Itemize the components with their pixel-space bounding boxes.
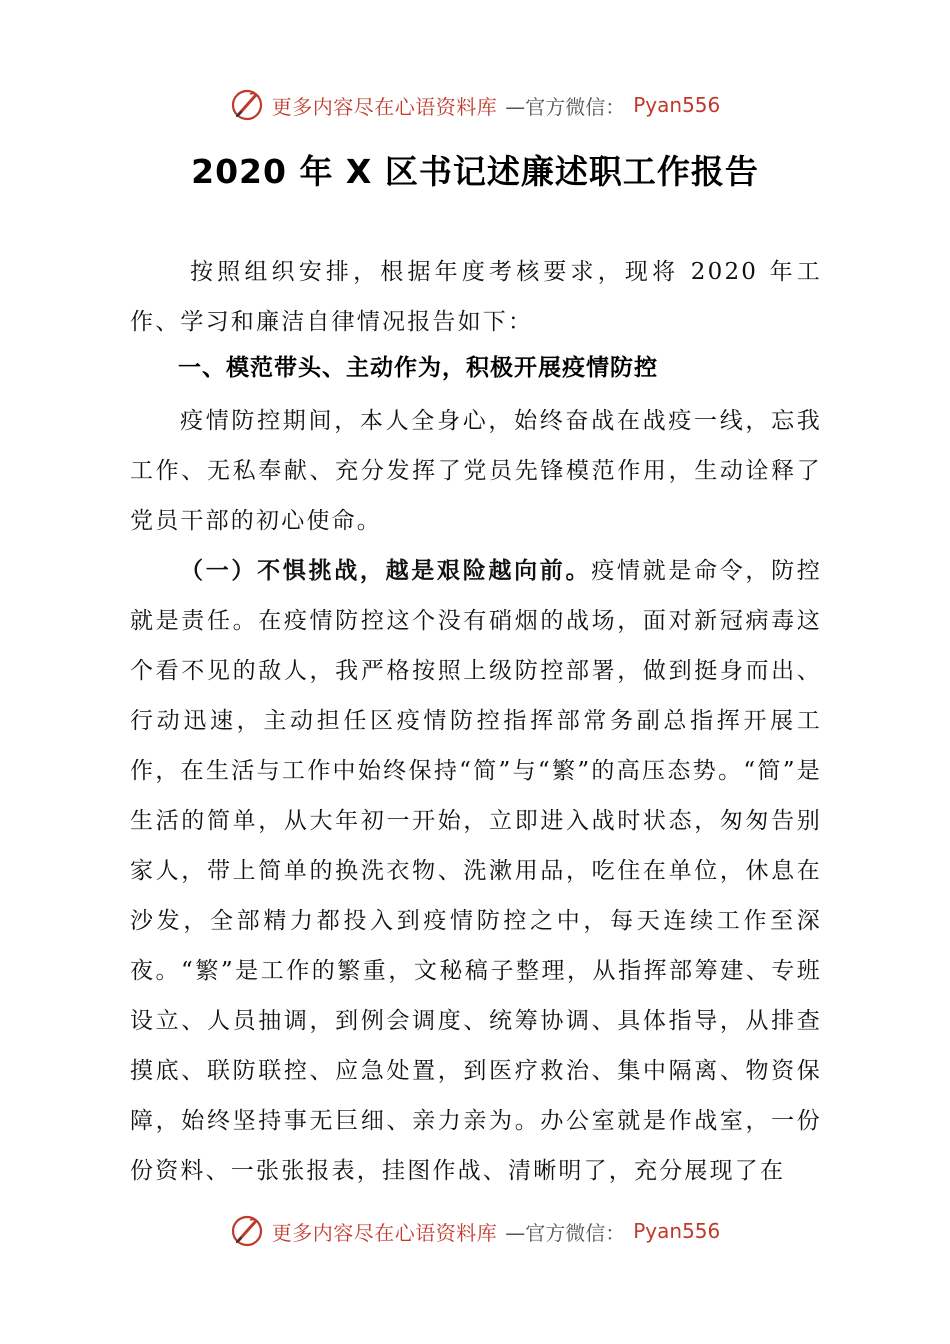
banner-text: 更多内容尽在心语资料库 [271,1220,498,1245]
banner-separator: —官方微信： [505,94,626,119]
banner-text: 更多内容尽在心语资料库 [271,94,498,119]
subsection-1-body: 疫情就是命令，防控就是责任。在疫情防控这个没有硝烟的战场，面对新冠病毒这个看不见的敌人，我严格按照上级防控部署，做到挺身而出、行动迅速，主动担任区疫情防控指挥部常务副总指挥开展工作，在生活与工作中始终保持“简”与“繁”的高压态势。“简”是生活的简单，从大年初一开始，立即进入战时状态，匆匆告别家人，带上简单的换洗衣物、洗漱用品，吃住在单位，休息在沙发，全部精力都投入到疫情防控之中，每天连续工作至深夜。“繁”是工作的繁重，文秘稿子整理，从指挥部筹建、专班设立、人员抽调，到例会调度、统筹协调、具体指导，从排查摸底、联防联控、应急处置，到医疗救治、集中隔离、物资保障，始终坚持事无巨细、亲力亲为。办公室就是作战室，一份份资料、一张张报表，挂图作战、清晰明了，充分展现了在 [130,558,822,1184]
banner-separator: —官方微信： [505,1220,626,1245]
page-title: 2020 年 X 区书记述廉述职工作报告 [191,152,759,191]
section-1-paragraph: 疫情防控期间，本人全身心，始终奋战在战疫一线，忘我工作、无私奉献、充分发挥了党员先锋模范作用，生动诠释了党员干部的初心使命。 [130,408,822,534]
banner-account: Pyan556 [633,1219,721,1243]
banner-account: Pyan556 [633,93,721,117]
pen-circle-icon [230,1214,264,1248]
pen-circle-icon [230,88,264,122]
subsection-heading-1: （一）不惧挑战，越是艰险越向前。 [180,557,592,584]
header-banner [0,85,950,125]
subsection-1-paragraph [130,546,822,1196]
intro-paragraph: 按照组织安排，根据年度考核要求，现将 2020 年工作、学习和廉洁自律情况报告如下： [130,259,822,335]
section-heading-1: 一、模范带头、主动作为，积极开展疫情防控 [178,355,658,381]
footer-banner [0,1211,950,1251]
